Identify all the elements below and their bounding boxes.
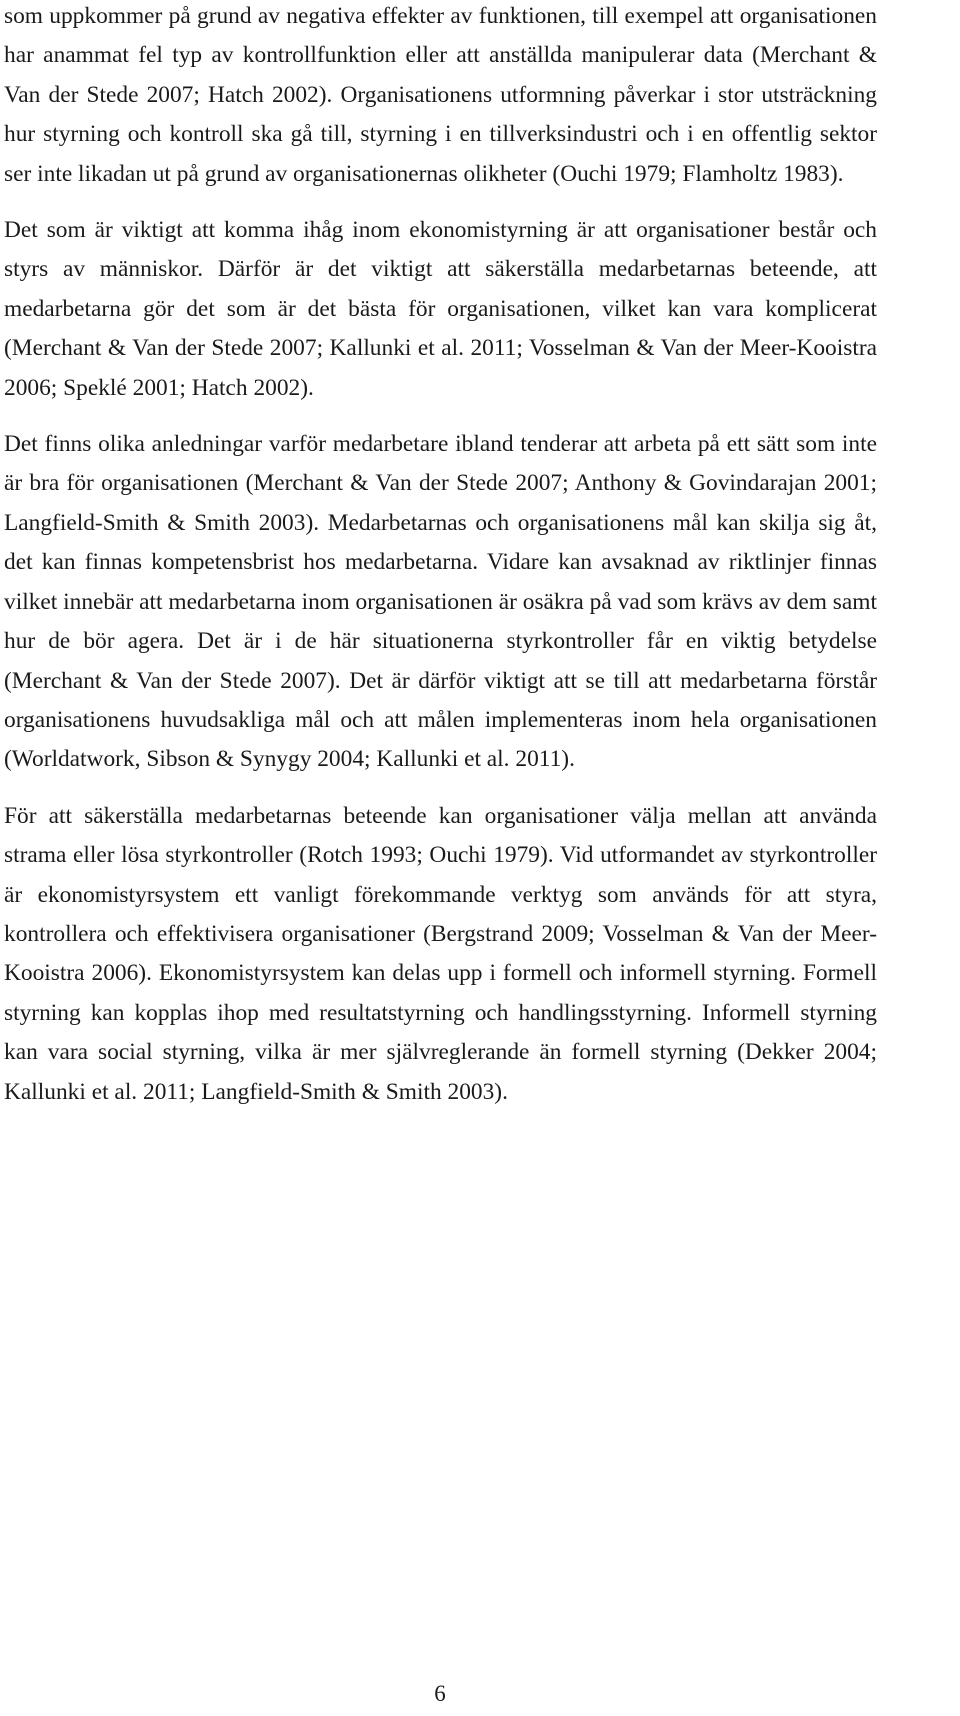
page-number: 6 <box>434 1681 446 1706</box>
paragraph-3: Det finns olika anledningar varför medarbetare ibland tenderar att arbeta på ett sätt som inte är bra för organisationen (Merchant & Van der Stede 2007; Anthony & Govindarajan 2001; Langfield-Smith & Smith 2003). Medarbetarnas och organisationens mål kan skilja sig åt, det kan finnas kompetensbrist hos medarbetarna. Vidare kan avsaknad av riktlinjer finnas vilket innebär att medarbetarna inom organisationen är osäkra på vad som krävs av dem samt hur de bör agera. Det är i de här situationerna styrkontroller får en viktig betydelse (Merchant & Van der Stede 2007). Det är därför viktigt att se till att medarbetarna förstår organisationens huvudsakliga mål och att målen implementeras inom hela organisationen (Worldatwork, Sibson & Synygy 2004; Kallunki et al. 2011). <box>4 431 877 773</box>
paragraph-1: som uppkommer på grund av negativa effekter av funktionen, till exempel att organisationen har anammat fel typ av kontrollfunktion eller att anställda manipulerar data (Merchant & Van der Stede 2007; Hatch 2002). Organisationens utformning påverkar i stor utsträckning hur styrning och kontroll ska gå till, styrning i en tillverksindustri och i en offentlig sektor ser inte likadan ut på grund av organisationernas olikheter (Ouchi 1979; Flamholtz 1983). <box>4 3 877 187</box>
paragraph-2: Det som är viktigt att komma ihåg inom ekonomistyrning är att organisationer består och styrs av människor. Därför är det viktigt att säkerställa medarbetarnas beteende, att medarbetarna gör det som är det bästa för organisationen, vilket kan vara komplicerat (Merchant & Van der Stede 2007; Kallunki et al. 2011; Vosselman & Van der Meer-Kooistra 2006; Speklé 2001; Hatch 2002). <box>4 217 877 401</box>
body-text <box>4 0 877 1129</box>
paragraph-4: För att säkerställa medarbetarnas beteende kan organisationer välja mellan att använda strama eller lösa styrkontroller (Rotch 1993; Ouchi 1979). Vid utformandet av styrkontroller är ekonomistyrsystem ett vanligt förekommande verktyg som används för att styra, kontrollera och effektivisera organisationer (Bergstrand 2009; Vosselman & Van der Meer-Kooistra 2006). Ekonomistyrsystem kan delas upp i formell och informell styrning. Formell styrning kan kopplas ihop med resultatstyrning och handlingsstyrning. Informell styrning kan vara social styrning, vilka är mer självreglerande än formell styrning (Dekker 2004; Kallunki et al. 2011; Langfield-Smith & Smith 2003). <box>4 802 877 1105</box>
